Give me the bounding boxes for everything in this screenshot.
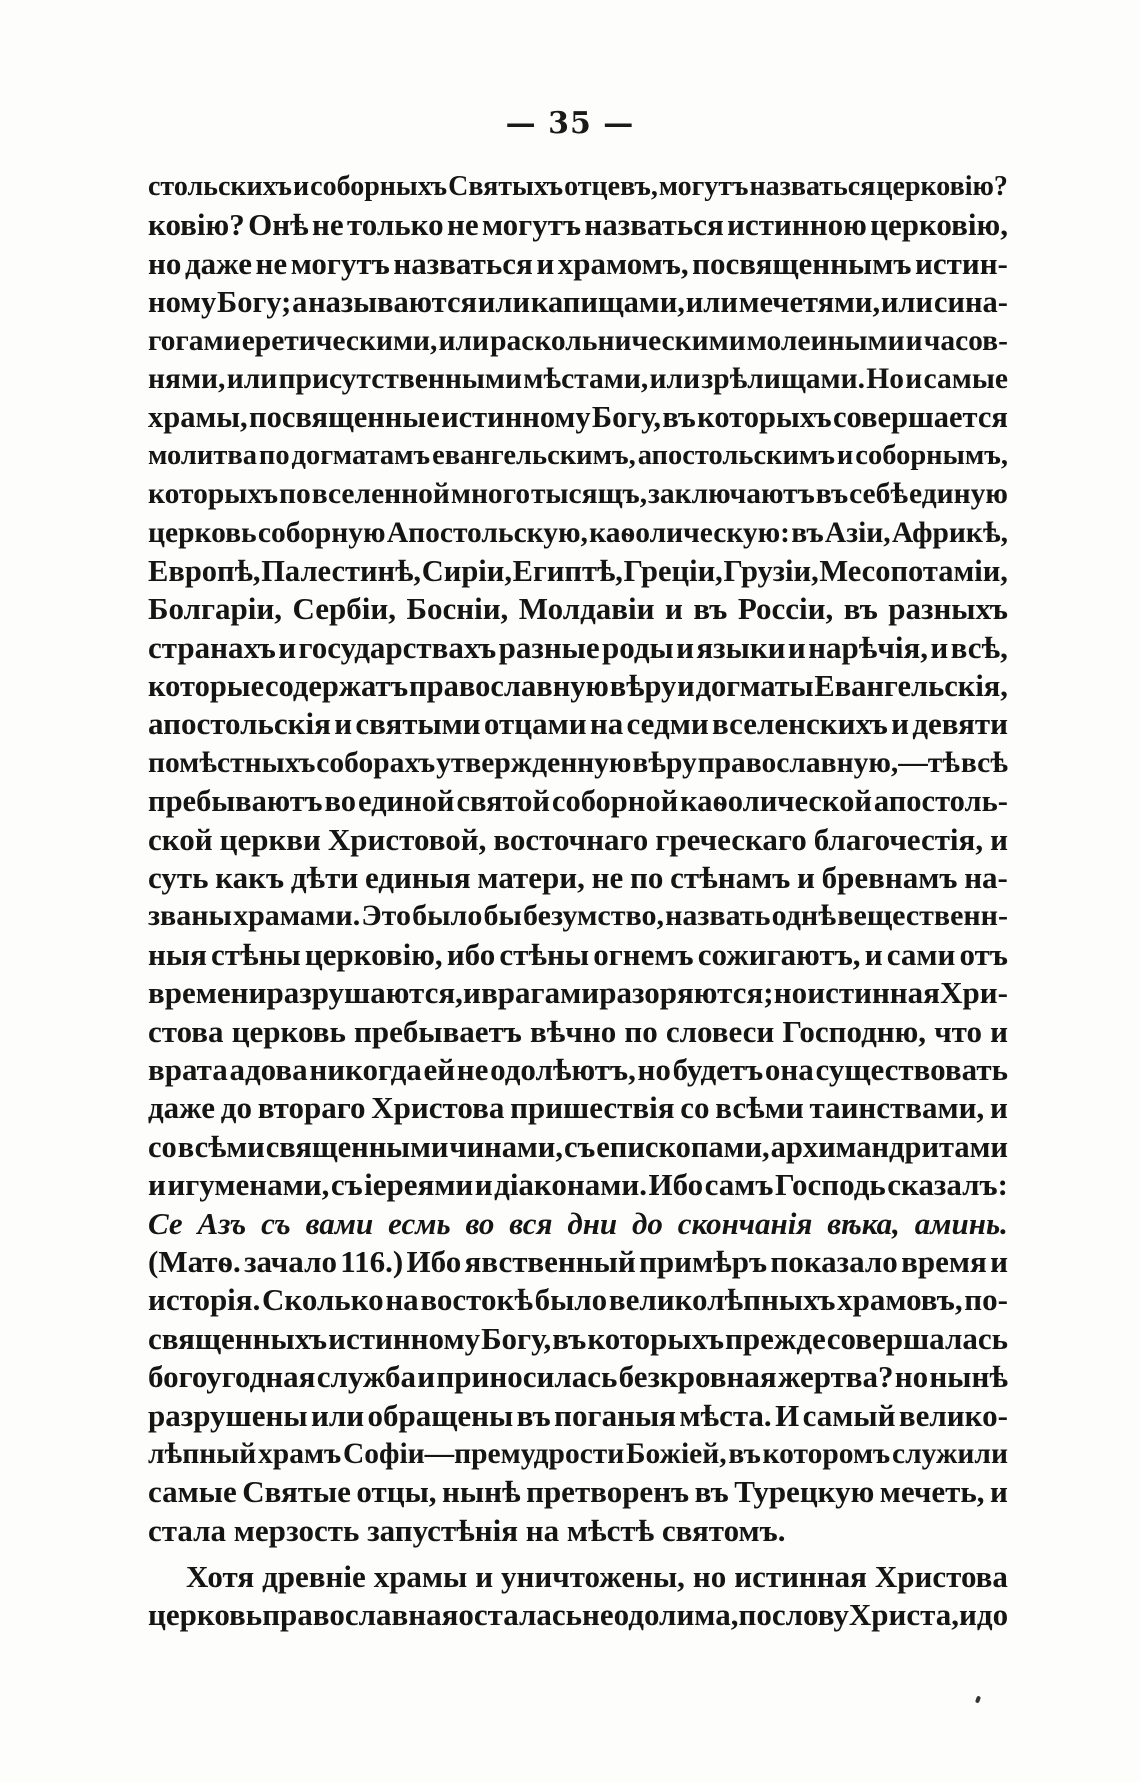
text-line: странахъ и государствахъ разные роды и языки и нарѣчія, и всѣ, — [148, 629, 1008, 665]
text-line: гогами еретическими, или раскольническими молеиными и часов- — [148, 324, 1008, 357]
text-line: стова церковь пребываетъ вѣчно по словеси Господню, что и — [148, 1013, 1008, 1049]
text-line: ковію? Онѣ не только не могутъ назваться истинною церковію, — [148, 207, 1008, 243]
text-line: врата адова никогда ей не одолѣютъ, но будетъ она существовать — [148, 1051, 1008, 1087]
text-line: ской церкви Христовой, восточнаго греческаго благочестія, и — [148, 821, 1008, 857]
text-line: стольскихъ и соборныхъ Святыхъ отцевъ, могутъ назваться церковію? — [148, 171, 1008, 202]
text-line: Болгаріи, Сербіи, Босніи, Молдавіи и въ Россіи, въ разныхъ — [148, 591, 1008, 627]
text-line: ному Богу; а называются или капищами, или мечетями, или сина- — [148, 285, 1008, 320]
text-line: церковь православная осталась неодолима, по слову Христа, и до — [148, 1597, 1009, 1633]
text-line: (Матѳ. зачало 116.) Ибо явственный примѣръ показало время и — [148, 1243, 1008, 1279]
text-line: которые содержатъ православную вѣру и догматы Евангельскія, — [148, 669, 1008, 704]
text-line: стала мерзость запустѣнія на мѣстѣ святомъ. — [148, 1512, 786, 1548]
paragraph-1 — [148, 168, 1008, 1550]
text-line: церковь соборную Апостольскую, каѳолическую: въ Азіи, Африкѣ, — [148, 516, 1008, 549]
text-line: времени разрушаются, и врагами разоряются; но истинная Хри- — [148, 975, 1008, 1011]
text-line: нями, или присутственными мѣстами, или зрѣлищами. Но и самые — [148, 362, 1008, 395]
text-line: священныхъ истинному Богу, въ которыхъ прежде совершалась — [148, 1320, 1008, 1356]
page-number: — 35 — — [505, 106, 635, 141]
text-line: званы храмами. Это было бы безумство, назвать однѣ вещественн- — [148, 899, 1008, 933]
text-line: помѣстныхъ соборахъ утвержденную вѣру православную,—тѣ всѣ — [148, 746, 1008, 779]
text-line: Европѣ, Палестинѣ, Сиріи, Египтѣ, Греціи, Грузіи, Месопотаміи, — [148, 553, 1008, 588]
text-line: Се Азъ съ вами есмь во вся дни до скончанія вѣка, аминь. — [148, 1205, 1008, 1241]
paragraph-gap — [148, 1550, 1008, 1558]
text-line: лѣпный храмъ Софіи—премудрости Божіей, въ которомъ служили — [148, 1437, 1008, 1470]
text-line: которыхъ по вселенной много тысящъ, заключаютъ въ себѣ единую — [148, 478, 1008, 511]
text-line: храмы, посвященные истинному Богу, въ которыхъ совершается — [148, 400, 1008, 435]
ink-speck — [975, 1696, 981, 1704]
text-line: апостольскія и святыми отцами на седми вселенскихъ и девяти — [148, 706, 1008, 742]
text-line: Хотя древніе храмы и уничтожены, но истинная Христова — [186, 1559, 1008, 1595]
text-line: молитва по догматамъ евангельскимъ, апостольскимъ и соборнымъ, — [148, 439, 1008, 471]
body-text — [148, 168, 1008, 1635]
text-line: со всѣми священными чинами, съ епископами, архимандритами — [148, 1129, 1008, 1164]
text-line: самые Святые отцы, нынѣ претворенъ въ Турецкую мечеть, и — [148, 1474, 1008, 1510]
text-line: разрушены или обращены въ поганыя мѣста. И самый велико- — [148, 1397, 1008, 1433]
text-line: суть какъ дѣти единыя матери, не по стѣнамъ и бревнамъ на- — [148, 860, 1008, 896]
text-line: но даже не могутъ назваться и храмомъ, посвященнымъ истин- — [148, 245, 1008, 281]
text-line: даже до втораго Христова пришествія со всѣми таинствами, и — [148, 1090, 1008, 1126]
text-line: ныя стѣны церковію, ибо стѣны огнемъ сожигаютъ, и сами отъ — [148, 936, 1008, 972]
text-line: пребываютъ во единой святой соборной каѳолической апостоль- — [148, 784, 1008, 819]
text-line: богоугодная служба и приносилась безкровная жертва? но нынѣ — [148, 1359, 1008, 1395]
text-line: и игуменами, съ іереями и діаконами. Ибо самъ Господь сказалъ: — [148, 1167, 1008, 1203]
paragraph-2 — [148, 1558, 1008, 1635]
text-line: исторія. Сколько на востокѣ было великолѣпныхъ храмовъ, по- — [148, 1282, 1008, 1318]
